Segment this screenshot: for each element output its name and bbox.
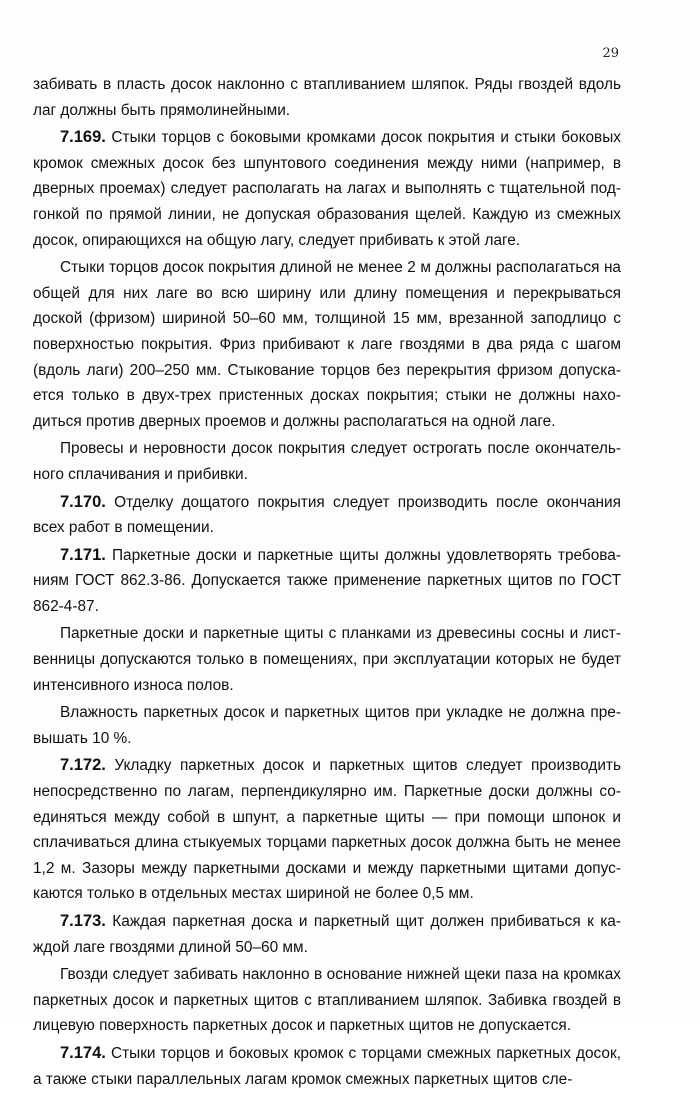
paragraph [33,72,621,123]
clause-number: 7.173. [60,912,106,930]
paragraph-text: Стыки торцов и боковых кромок с торцами смежных паркетных досок, а также стыки параллельных лагам кромок смежных паркетных щитов сле- [33,1044,621,1088]
paragraph [33,490,621,541]
paragraph [33,700,621,751]
paragraph [33,1041,621,1092]
paragraph-text: Влажность паркетных досок и паркетных щитов при укладке не должна превышать 10 %. [33,704,621,747]
paragraph-text: Паркетные доски и паркетные щиты с планками из древесины сосны и лиственницы допускаются только в помещениях, при эксплуатации которых не будет интенсивного износа полов. [33,625,621,694]
paragraph [33,962,621,1039]
paragraph-text: Провесы и неровности досок покрытия следует острогать после окончательного сплачивания и прибивки. [33,440,621,483]
clause-number: 7.171. [60,545,106,564]
clause-number: 7.174. [60,1043,106,1062]
paragraph-text: Каждая паркетная доска и паркетный щит должен прибиваться к каждой лаге гвоздями длиной 50–60 мм. [33,913,621,956]
paragraph-text: Стыки торцов с боковыми кромками досок покрытия и стыки боковых кромок смежных досок без шпунтового соединения между ними (например, в дверных проемах) следует располагать на лагах и выполнять с тщательной подгонкой по прямой линии, не допуская образования щелей. Каждую из смежных досок, опирающихся на общую лагу, следует прибивать к этой лаге. [33,129,621,249]
paragraph [33,753,621,907]
paragraph-text: Отделку дощатого покрытия следует производить после окончания всех работ в помещении. [33,493,621,537]
paragraph [33,436,621,487]
clause-number: 7.172. [60,756,106,775]
paragraph [33,125,621,253]
paragraph [33,909,621,960]
paragraph-text: забивать в пласть досок наклонно с втапливанием шляпок. Ряды гвоздей вдоль лаг должны быть прямолинейными. [33,76,621,119]
clause-number: 7.170. [60,492,106,511]
paragraph-text: Укладку паркетных досок и паркетных щитов следует производить непосредственно по лагам, перпендикулярно им. Паркетные доски должны соединяться между собой в шпунт, а паркетные щиты — при помощи шпонок и сплачиваться длина стыкуемых торцами паркетных досок должна быть не менее 1,2 м. Зазоры между паркетными досками и между паркетными щитами допускаются только в отдельных местах шириной не более 0,5 мм. [33,757,621,903]
paragraph-text: Паркетные доски и паркетные щиты должны удовлетворять требованиям ГОСТ 862.3-86. Допускается также применение паркетных щитов по ГОСТ 862-4-87. [33,546,621,615]
page-number: 29 [602,46,619,61]
paragraph [33,621,621,698]
paragraph [33,255,621,434]
paragraph [33,543,621,620]
clause-number: 7.169. [60,128,106,147]
page-body [33,72,621,1094]
paragraph-text: Гвозди следует забивать наклонно в основание нижней щеки паза на кромках паркетных досок и паркетных щитов с втапливанием шляпок. Забивка гвоздей в лицевую поверхность паркетных досок и паркетных щитов не допускается. [33,966,621,1035]
paragraph-text: Стыки торцов досок покрытия длиной не менее 2 м должны располагаться на общей для них лаге во всю ширину или длину помещения и перекрываться доской (фризом) шириной 50–60 мм, толщиной 15 мм, врезанной заподлицо с поверхностью покрытия. Фриз прибивают к лаге гвоздями в два ряда с шагом (вдоль лаги) 200–250 мм. Стыкование торцов без перекрытия фризом допускается только в двух-трех пристенных досках покрытия; стыки не должны находиться против дверных проемов и должны располагаться на одной лаге. [33,259,621,430]
